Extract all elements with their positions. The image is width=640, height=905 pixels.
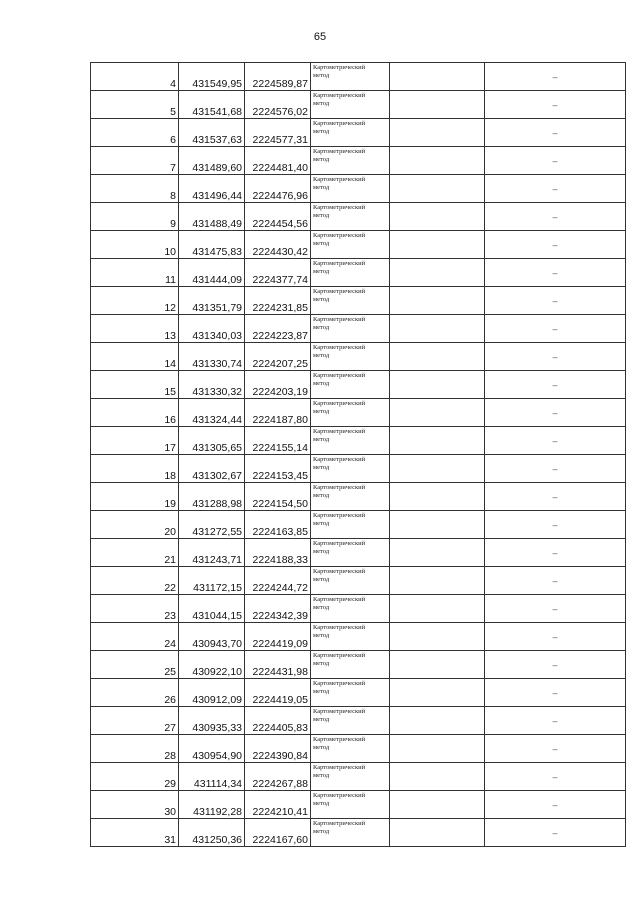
method-label-line1: Картометрический [313, 736, 366, 743]
dash-cell: – [485, 175, 626, 203]
coordinate-y: 2224576,02 [245, 91, 311, 119]
coordinate-y: 2224405,83 [245, 707, 311, 735]
coordinate-x: 431044,15 [179, 595, 245, 623]
dash-cell: – [485, 539, 626, 567]
table-row [91, 567, 626, 595]
coordinates-table-body [91, 63, 626, 847]
method-cell [311, 203, 390, 231]
table-row [91, 819, 626, 847]
blank-cell [390, 315, 485, 343]
table-row [91, 147, 626, 175]
coordinate-y: 2224153,45 [245, 455, 311, 483]
blank-cell [390, 63, 485, 91]
coordinate-y: 2224419,05 [245, 679, 311, 707]
method-label-line1: Картометрический [313, 260, 366, 267]
point-number: 8 [91, 175, 179, 203]
method-cell [311, 399, 390, 427]
point-number: 23 [91, 595, 179, 623]
method-label-line1: Картометрический [313, 372, 366, 379]
table-row [91, 427, 626, 455]
dash-cell: – [485, 511, 626, 539]
method-label-line2: метод [313, 212, 330, 219]
blank-cell [390, 623, 485, 651]
method-cell [311, 791, 390, 819]
method-label-line1: Картометрический [313, 820, 366, 827]
method-label-line2: метод [313, 464, 330, 471]
coordinate-x: 430943,70 [179, 623, 245, 651]
table-row [91, 511, 626, 539]
method-label-line2: метод [313, 100, 330, 107]
method-cell [311, 315, 390, 343]
coordinate-x: 431192,28 [179, 791, 245, 819]
method-cell [311, 511, 390, 539]
method-label-line1: Картометрический [313, 344, 366, 351]
blank-cell [390, 399, 485, 427]
blank-cell [390, 259, 485, 287]
method-cell [311, 455, 390, 483]
method-cell [311, 651, 390, 679]
coordinate-x: 431496,44 [179, 175, 245, 203]
coordinate-y: 2224476,96 [245, 175, 311, 203]
table-row [91, 539, 626, 567]
method-cell [311, 623, 390, 651]
blank-cell [390, 119, 485, 147]
coordinate-x: 431243,71 [179, 539, 245, 567]
coordinate-x: 431330,74 [179, 343, 245, 371]
dash-cell: – [485, 791, 626, 819]
method-label-line2: метод [313, 576, 330, 583]
point-number: 9 [91, 203, 179, 231]
table-row [91, 399, 626, 427]
table-row [91, 371, 626, 399]
method-label-line1: Картометрический [313, 568, 366, 575]
method-label-line2: метод [313, 352, 330, 359]
method-label-line2: метод [313, 240, 330, 247]
dash-cell: – [485, 371, 626, 399]
dash-cell: – [485, 315, 626, 343]
point-number: 22 [91, 567, 179, 595]
method-label-line2: метод [313, 492, 330, 499]
method-label-line1: Картометрический [313, 288, 366, 295]
point-number: 6 [91, 119, 179, 147]
method-label-line1: Картометрический [313, 316, 366, 323]
coordinate-y: 2224155,14 [245, 427, 311, 455]
method-label-line1: Картометрический [313, 456, 366, 463]
coordinate-y: 2224244,72 [245, 567, 311, 595]
coordinate-y: 2224267,88 [245, 763, 311, 791]
method-label-line1: Картометрический [313, 204, 366, 211]
blank-cell [390, 707, 485, 735]
coordinate-x: 431172,15 [179, 567, 245, 595]
method-label-line1: Картометрический [313, 120, 366, 127]
method-cell [311, 539, 390, 567]
coordinate-x: 431549,95 [179, 63, 245, 91]
method-label-line2: метод [313, 268, 330, 275]
method-label-line2: метод [313, 184, 330, 191]
point-number: 30 [91, 791, 179, 819]
blank-cell [390, 91, 485, 119]
coordinate-x: 431340,03 [179, 315, 245, 343]
coordinate-x: 431324,44 [179, 399, 245, 427]
coordinate-y: 2224481,40 [245, 147, 311, 175]
method-label-line2: метод [313, 380, 330, 387]
method-cell [311, 259, 390, 287]
coordinate-y: 2224187,80 [245, 399, 311, 427]
method-label-line2: метод [313, 296, 330, 303]
method-label-line2: метод [313, 128, 330, 135]
table-row [91, 287, 626, 315]
point-number: 31 [91, 819, 179, 847]
blank-cell [390, 567, 485, 595]
method-label-line2: метод [313, 688, 330, 695]
coordinate-y: 2224188,33 [245, 539, 311, 567]
table-row [91, 455, 626, 483]
table-row [91, 315, 626, 343]
point-number: 19 [91, 483, 179, 511]
point-number: 28 [91, 735, 179, 763]
blank-cell [390, 511, 485, 539]
blank-cell [390, 819, 485, 847]
method-label-line2: метод [313, 604, 330, 611]
dash-cell: – [485, 259, 626, 287]
blank-cell [390, 175, 485, 203]
dash-cell: – [485, 707, 626, 735]
point-number: 4 [91, 63, 179, 91]
method-cell [311, 147, 390, 175]
dash-cell: – [485, 427, 626, 455]
table-row [91, 343, 626, 371]
method-label-line2: метод [313, 436, 330, 443]
dash-cell: – [485, 483, 626, 511]
coordinate-x: 431302,67 [179, 455, 245, 483]
point-number: 21 [91, 539, 179, 567]
coordinate-x: 430935,33 [179, 707, 245, 735]
coordinate-x: 431537,63 [179, 119, 245, 147]
point-number: 12 [91, 287, 179, 315]
table-row [91, 91, 626, 119]
method-label-line2: метод [313, 408, 330, 415]
table-row [91, 175, 626, 203]
table-row [91, 259, 626, 287]
dash-cell: – [485, 399, 626, 427]
coordinate-x: 431351,79 [179, 287, 245, 315]
method-cell [311, 819, 390, 847]
point-number: 29 [91, 763, 179, 791]
dash-cell: – [485, 91, 626, 119]
point-number: 5 [91, 91, 179, 119]
coordinate-y: 2224342,39 [245, 595, 311, 623]
point-number: 18 [91, 455, 179, 483]
table-row [91, 651, 626, 679]
table-row [91, 791, 626, 819]
method-label-line2: метод [313, 828, 330, 835]
method-label-line1: Картометрический [313, 708, 366, 715]
table-row [91, 119, 626, 147]
point-number: 27 [91, 707, 179, 735]
blank-cell [390, 791, 485, 819]
method-label-line1: Картометрический [313, 764, 366, 771]
dash-cell: – [485, 455, 626, 483]
method-label-line1: Картометрический [313, 680, 366, 687]
method-cell [311, 343, 390, 371]
coordinate-x: 431489,60 [179, 147, 245, 175]
method-cell [311, 679, 390, 707]
point-number: 15 [91, 371, 179, 399]
table-row [91, 707, 626, 735]
coordinate-y: 2224163,85 [245, 511, 311, 539]
blank-cell [390, 427, 485, 455]
dash-cell: – [485, 623, 626, 651]
blank-cell [390, 735, 485, 763]
point-number: 25 [91, 651, 179, 679]
method-cell [311, 119, 390, 147]
dash-cell: – [485, 119, 626, 147]
point-number: 14 [91, 343, 179, 371]
dash-cell: – [485, 679, 626, 707]
dash-cell: – [485, 203, 626, 231]
coordinate-x: 430922,10 [179, 651, 245, 679]
blank-cell [390, 595, 485, 623]
method-label-line1: Картометрический [313, 512, 366, 519]
dash-cell: – [485, 231, 626, 259]
point-number: 16 [91, 399, 179, 427]
point-number: 26 [91, 679, 179, 707]
method-label-line2: метод [313, 744, 330, 751]
coordinate-y: 2224454,56 [245, 203, 311, 231]
method-label-line1: Картометрический [313, 792, 366, 799]
blank-cell [390, 343, 485, 371]
dash-cell: – [485, 287, 626, 315]
blank-cell [390, 763, 485, 791]
coordinate-y: 2224577,31 [245, 119, 311, 147]
dash-cell: – [485, 735, 626, 763]
dash-cell: – [485, 651, 626, 679]
coordinate-y: 2224419,09 [245, 623, 311, 651]
point-number: 7 [91, 147, 179, 175]
point-number: 13 [91, 315, 179, 343]
coordinates-table [90, 62, 626, 847]
method-label-line1: Картометрический [313, 176, 366, 183]
dash-cell: – [485, 567, 626, 595]
method-label-line1: Картометрический [313, 624, 366, 631]
coordinate-x: 431475,83 [179, 231, 245, 259]
coordinate-x: 431114,34 [179, 763, 245, 791]
point-number: 17 [91, 427, 179, 455]
table-row [91, 623, 626, 651]
coordinate-x: 431444,09 [179, 259, 245, 287]
method-cell [311, 595, 390, 623]
table-row [91, 735, 626, 763]
method-cell [311, 707, 390, 735]
method-cell [311, 483, 390, 511]
method-cell [311, 371, 390, 399]
method-label-line2: метод [313, 520, 330, 527]
point-number: 10 [91, 231, 179, 259]
method-cell [311, 91, 390, 119]
method-label-line2: метод [313, 772, 330, 779]
coordinate-y: 2224210,41 [245, 791, 311, 819]
method-label-line2: метод [313, 632, 330, 639]
method-label-line1: Картометрический [313, 484, 366, 491]
method-label-line2: метод [313, 660, 330, 667]
method-cell [311, 735, 390, 763]
point-number: 11 [91, 259, 179, 287]
method-label-line2: метод [313, 156, 330, 163]
method-label-line1: Картометрический [313, 540, 366, 547]
dash-cell: – [485, 63, 626, 91]
method-label-line2: метод [313, 800, 330, 807]
coordinate-y: 2224154,50 [245, 483, 311, 511]
method-label-line2: метод [313, 324, 330, 331]
method-cell [311, 567, 390, 595]
method-cell [311, 427, 390, 455]
blank-cell [390, 455, 485, 483]
coordinate-x: 431272,55 [179, 511, 245, 539]
blank-cell [390, 203, 485, 231]
method-label-line1: Картометрический [313, 92, 366, 99]
coordinate-x: 430912,09 [179, 679, 245, 707]
method-label-line1: Картометрический [313, 148, 366, 155]
blank-cell [390, 539, 485, 567]
coordinate-y: 2224223,87 [245, 315, 311, 343]
blank-cell [390, 483, 485, 511]
coordinate-y: 2224377,74 [245, 259, 311, 287]
coordinate-x: 431541,68 [179, 91, 245, 119]
coordinate-x: 430954,90 [179, 735, 245, 763]
table-row [91, 595, 626, 623]
coordinate-y: 2224430,42 [245, 231, 311, 259]
method-cell [311, 763, 390, 791]
table-row [91, 231, 626, 259]
table-row [91, 679, 626, 707]
blank-cell [390, 679, 485, 707]
coordinate-y: 2224390,84 [245, 735, 311, 763]
method-label-line1: Картометрический [313, 64, 366, 71]
blank-cell [390, 651, 485, 679]
blank-cell [390, 231, 485, 259]
coordinate-x: 431288,98 [179, 483, 245, 511]
dash-cell: – [485, 595, 626, 623]
method-label-line1: Картометрический [313, 428, 366, 435]
method-cell [311, 287, 390, 315]
method-cell [311, 231, 390, 259]
coordinate-x: 431488,49 [179, 203, 245, 231]
dash-cell: – [485, 343, 626, 371]
coordinate-x: 431250,36 [179, 819, 245, 847]
dash-cell: – [485, 763, 626, 791]
table-row [91, 63, 626, 91]
coordinate-x: 431330,32 [179, 371, 245, 399]
table-row [91, 483, 626, 511]
method-cell [311, 175, 390, 203]
dash-cell: – [485, 819, 626, 847]
coordinate-y: 2224167,60 [245, 819, 311, 847]
coordinate-y: 2224203,19 [245, 371, 311, 399]
page-number: 65 [313, 31, 327, 43]
blank-cell [390, 287, 485, 315]
point-number: 20 [91, 511, 179, 539]
method-label-line1: Картометрический [313, 652, 366, 659]
coordinate-y: 2224231,85 [245, 287, 311, 315]
method-label-line2: метод [313, 716, 330, 723]
table-row [91, 203, 626, 231]
method-cell [311, 63, 390, 91]
method-label-line1: Картометрический [313, 400, 366, 407]
method-label-line2: метод [313, 548, 330, 555]
table-row [91, 763, 626, 791]
method-label-line2: метод [313, 72, 330, 79]
coordinate-y: 2224589,87 [245, 63, 311, 91]
coordinate-x: 431305,65 [179, 427, 245, 455]
dash-cell: – [485, 147, 626, 175]
method-label-line1: Картометрический [313, 596, 366, 603]
point-number: 24 [91, 623, 179, 651]
coordinate-y: 2224431,98 [245, 651, 311, 679]
blank-cell [390, 147, 485, 175]
method-label-line1: Картометрический [313, 232, 366, 239]
blank-cell [390, 371, 485, 399]
coordinate-y: 2224207,25 [245, 343, 311, 371]
